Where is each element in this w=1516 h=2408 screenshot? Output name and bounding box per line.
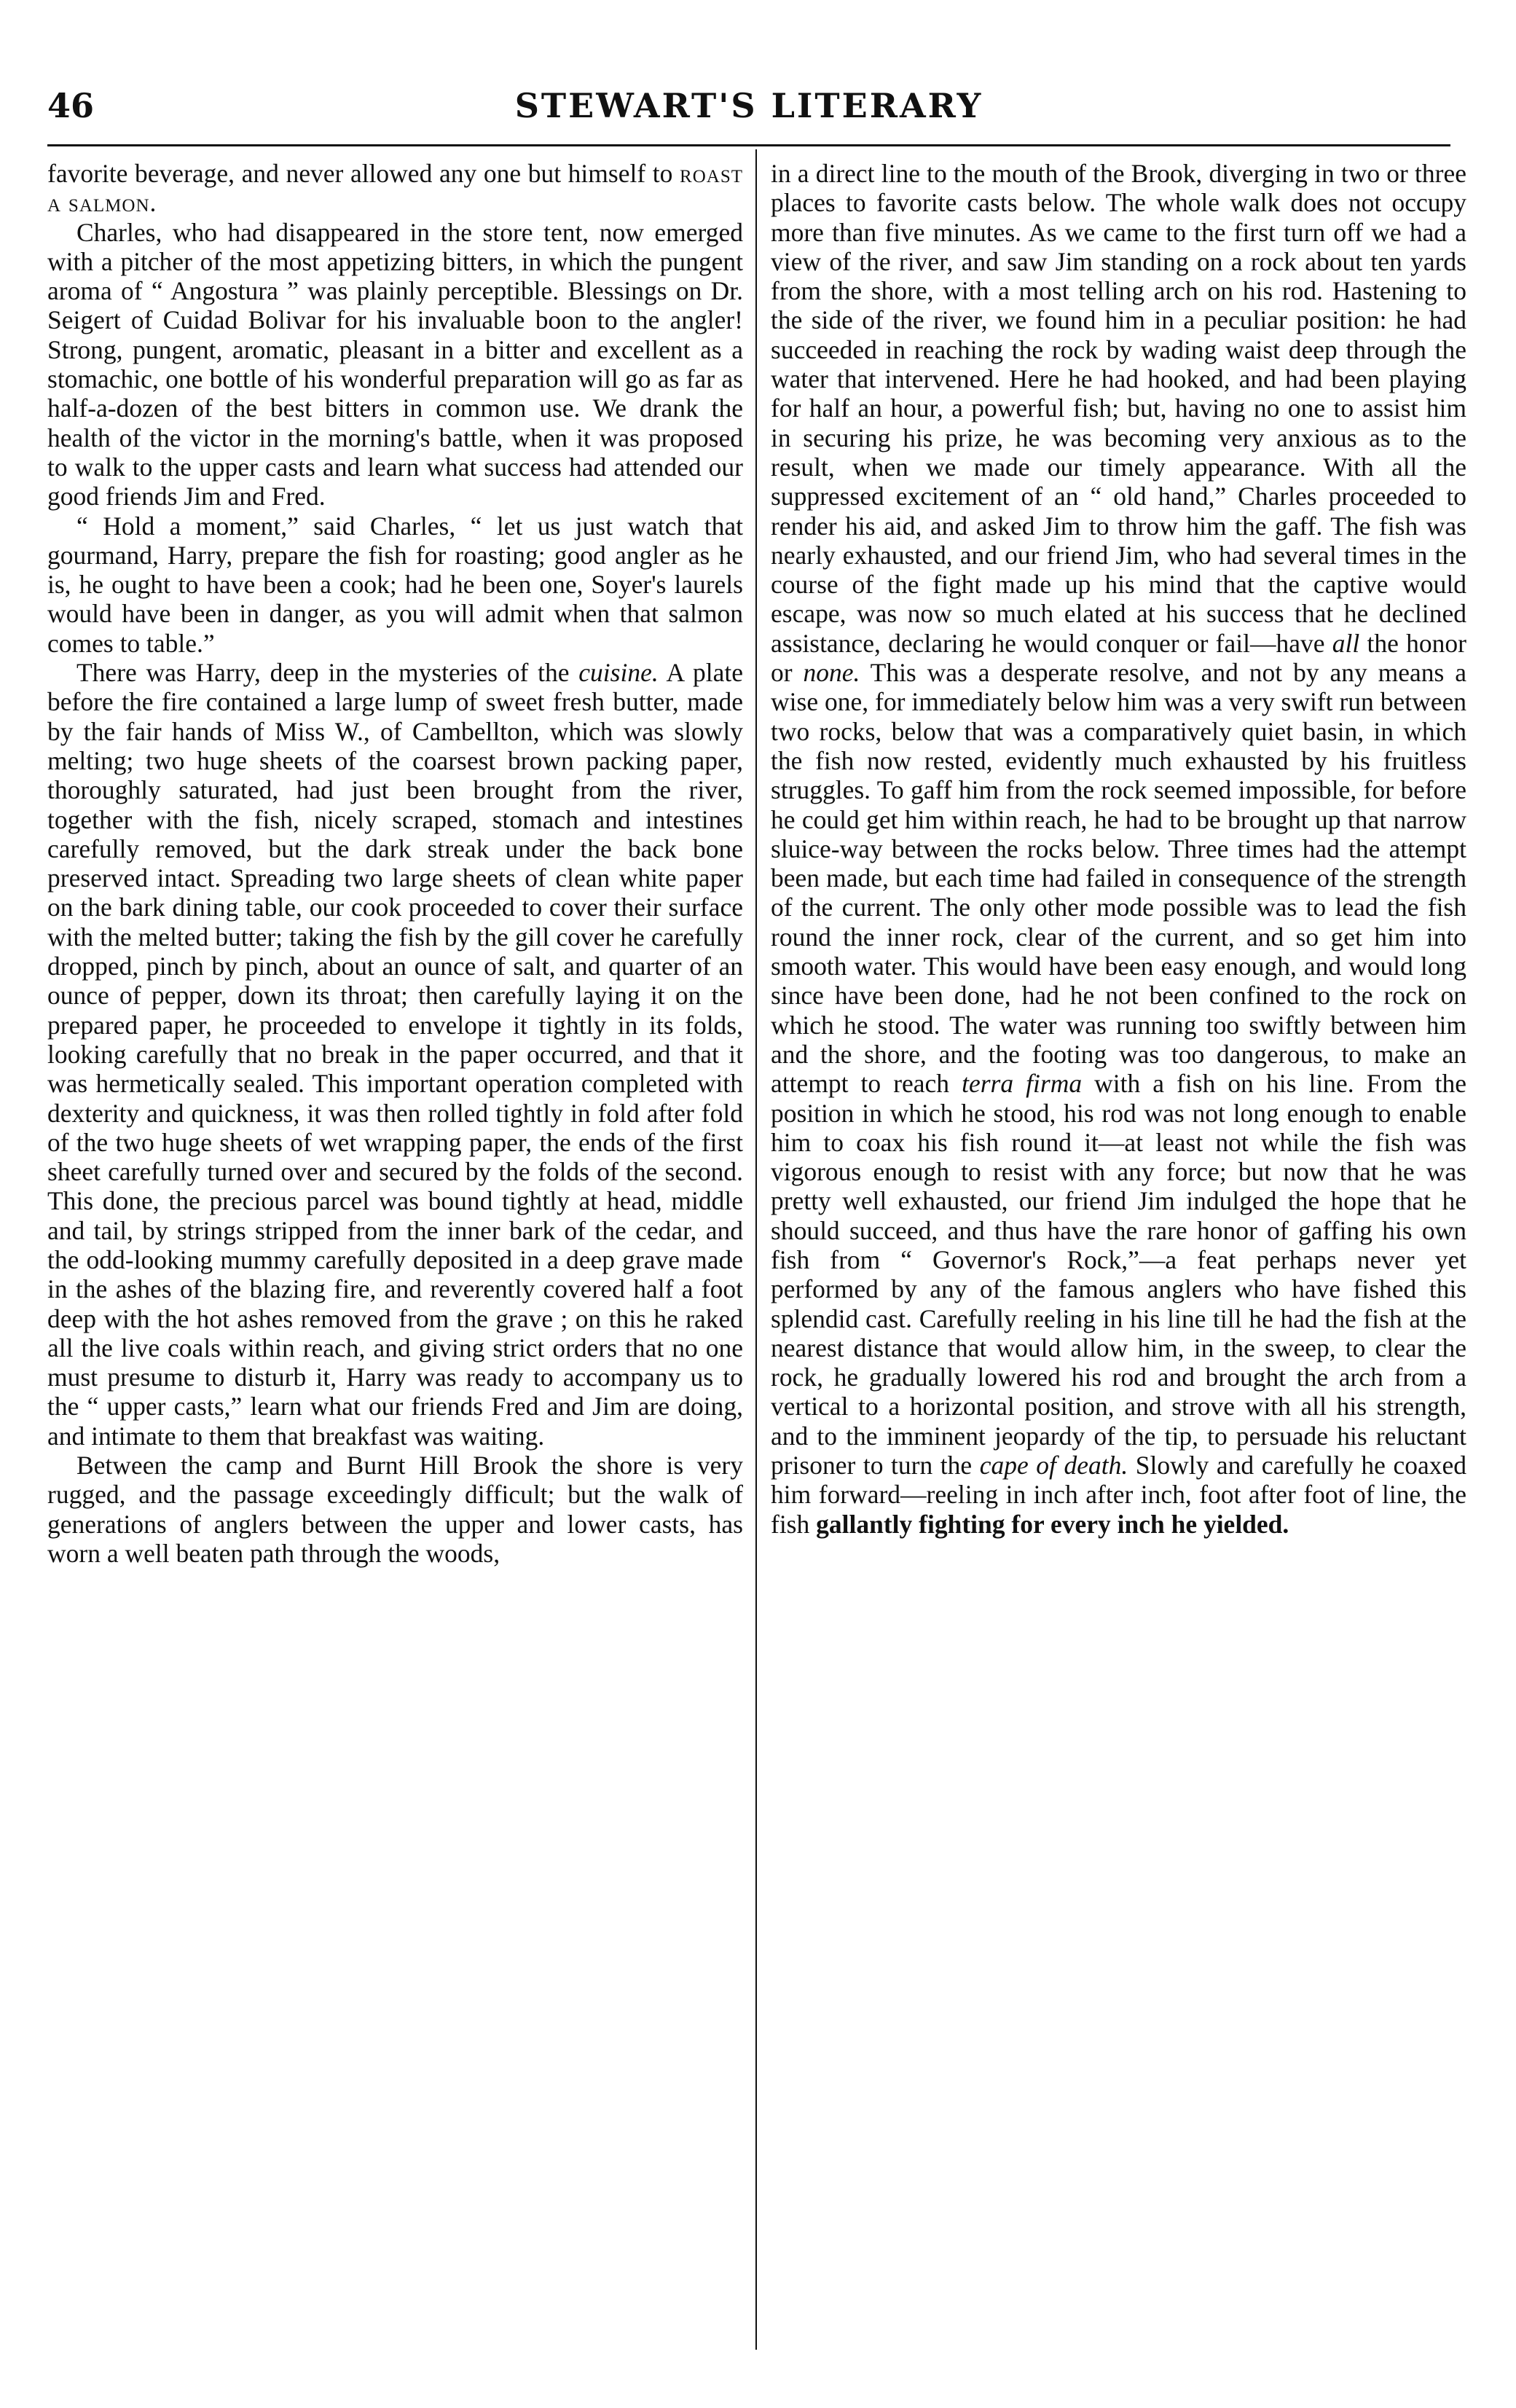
- italic-text: cuisine.: [578, 658, 659, 688]
- text: A plate before the fire contained a large lump of sweet fresh butter, made by the fair hands of Miss W., of Cambellton, which was slowly melting; two huge sheets of the coarsest brown packing paper, thoroughly saturated, had just been brought from the river, together with the fish, nicely scraped, stomach and intestines carefully removed, but the dark streak under the back bone preserved intact. Spreading two large sheets of clean white paper on the bark dining table, our cook proceeded to cover their surface with the melted butter; taking the fish by the gill cover he carefully dropped, pinch by pinch, about an ounce of salt, and quarter of an ounce of pepper, down its throat; then carefully laying it on the prepared paper, he proceeded to envelope it tightly in its folds, looking carefully that no break in the paper occurred, and that it was hermetically sealed. This important operation completed with dexterity and quickness, it was then rolled tightly in fold after fold of the two huge sheets of wet wrapping paper, the ends of the first sheet carefully turned over and secured by the folds of the second. This done, the precious parcel was bound tightly at head, middle and tail, by strings stripped from the inner bark of the cedar, and the odd-looking mummy carefully deposited in a deep grave made in the ashes of the blazing fire, and reverently covered half a foot deep with the hot ashes removed from the grave ; on this he raked all the live coals within reach, and giving strict orders that no one must presume to disturb it, Harry was ready to accompany us to the “ upper casts,” learn what our friends Fred and Jim are doing, and intimate to them that breakfast was waiting.: [47, 658, 743, 1451]
- text: There was Harry, deep in the mysteries of the: [76, 658, 579, 688]
- text: in a direct line to the mouth of the Brook, diverging in two or three places to favorite casts below. The whole walk does not occupy more than five minutes. As we came to the first turn off we had a view of the river, and saw Jim standing on a rock about ten yards from the shore, with a most telling arch on his rod. Hastening to the side of the river, we found him in a peculiar position: he had succeeded in reaching the rock by wading waist deep through the water that intervened. Here he had hooked, and had been playing for half an hour, a powerful fish; but, having no one to assist him in securing his prize, he was becoming very anxious as to the result, when we made our timely appearance. With all the suppressed excitement of an “ old hand,” Charles proceeded to render his aid, and asked Jim to throw him the gaff. The fish was nearly exhausted, and our friend Jim, who had several times in the course of the fight made up his mind that the captive would escape, was now so much elated at his success that he declined assistance, declaring he would conquer or fail—have: [771, 159, 1466, 658]
- paragraph: Charles, who had disappeared in the store tent, now emerged with a pitcher of the most appetizing bitters, in which the pungent aroma of “ Angostura ” was plainly perceptible. Blessings on Dr. Seigert of Cuidad Bolivar for his invaluable boon to the angler! Strong, pungent, aromatic, pleasant in a bitter and excellent as a stomachic, one bottle of his wonderful preparation will go as far as half-a-dozen of the best bitters in common use. We drank the health of the victor in the morning's battle, when it was proposed to walk to the upper casts and learn what success had attended our good friends Jim and Fred.: [47, 217, 743, 511]
- italic-text: none.: [803, 658, 860, 688]
- italic-text: all: [1332, 628, 1360, 658]
- page-header: [47, 86, 1450, 130]
- right-column: [771, 159, 1466, 2345]
- text: with a fish on his line. From the position in which he stood, his rod was not long enough to enable him to coax his fish round it—at least not while the fish was vigorous enough to resist with any force; but now that he was pretty well exhausted, our friend Jim indulged the hope that he should succeed, and thus have the rare honor of gaffing his own fish from “ Governor's Rock,”—a feat perhaps never yet performed by any of the famous anglers who have fished this splendid cast. Carefully reeling in his line till he had the fish at the nearest distance that would allow him, in the sweep, to clear the rock, he gradually lowered his rod and brought the arch from a vertical to a horizontal position, and strove with all his strength, and to the imminent jeopardy of the tip, to persuade his reluctant prisoner to turn the: [771, 1069, 1466, 1481]
- bold-text: gallantly fighting for every inch he yielded.: [816, 1509, 1289, 1539]
- left-column: [47, 159, 743, 2345]
- italic-text: terra firma: [962, 1069, 1083, 1099]
- paragraph: [47, 159, 743, 218]
- header-rule: [47, 144, 1450, 146]
- text: This was a desperate resolve, and not by any means a wise one, for immediately below him was a very swift run between two rocks, below that was a comparatively quiet basin, in which the fish now rested, evidently much exhausted by his fruitless struggles. To gaff him from the rock seemed impossible, for before he could get him within reach, he had to be brought up that narrow sluice-way between the rocks below. Three times had the attempt been made, but each time had failed in consequence of the strength of the current. The only other mode possible was to lead the fish round the inner rock, clear of the current, and so get him into smooth water. This would have been easy enough, and would long since have been done, had he not been confined to the rock on which he stood. The water was running too swiftly between him and the shore, and the footing was too dangerous, to make an attempt to reach: [771, 658, 1466, 1099]
- text: Slowly and carefully he coaxed him forward—reeling in inch after inch, foot after foot of line, the fish: [771, 1451, 1466, 1539]
- paragraph: Between the camp and Burnt Hill Brook the shore is very rugged, and the passage exceedingly difficult; but the walk of generations of anglers between the upper and lower casts, has worn a well beaten path through the woods,: [47, 1451, 743, 1568]
- running-head: STEWART'S LITERARY: [514, 86, 983, 125]
- text: the honor or: [771, 628, 1466, 688]
- page-number: 46: [47, 86, 95, 125]
- paragraph: [47, 658, 743, 1451]
- paragraph: [771, 159, 1466, 1539]
- text: favorite beverage, and never allowed any one but himself to: [47, 159, 680, 188]
- paragraph: “ Hold a moment,” said Charles, “ let us just watch that gourmand, Harry, prepare the fish for roasting; good angler as he is, he ought to have been a cook; had he been one, Soyer's laurels would have been in danger, as you will admit when that salmon comes to table.”: [47, 511, 743, 658]
- italic-text: cape of death.: [979, 1451, 1128, 1481]
- small-caps-text: roast a salmon.: [47, 159, 743, 218]
- column-divider: [755, 149, 757, 2350]
